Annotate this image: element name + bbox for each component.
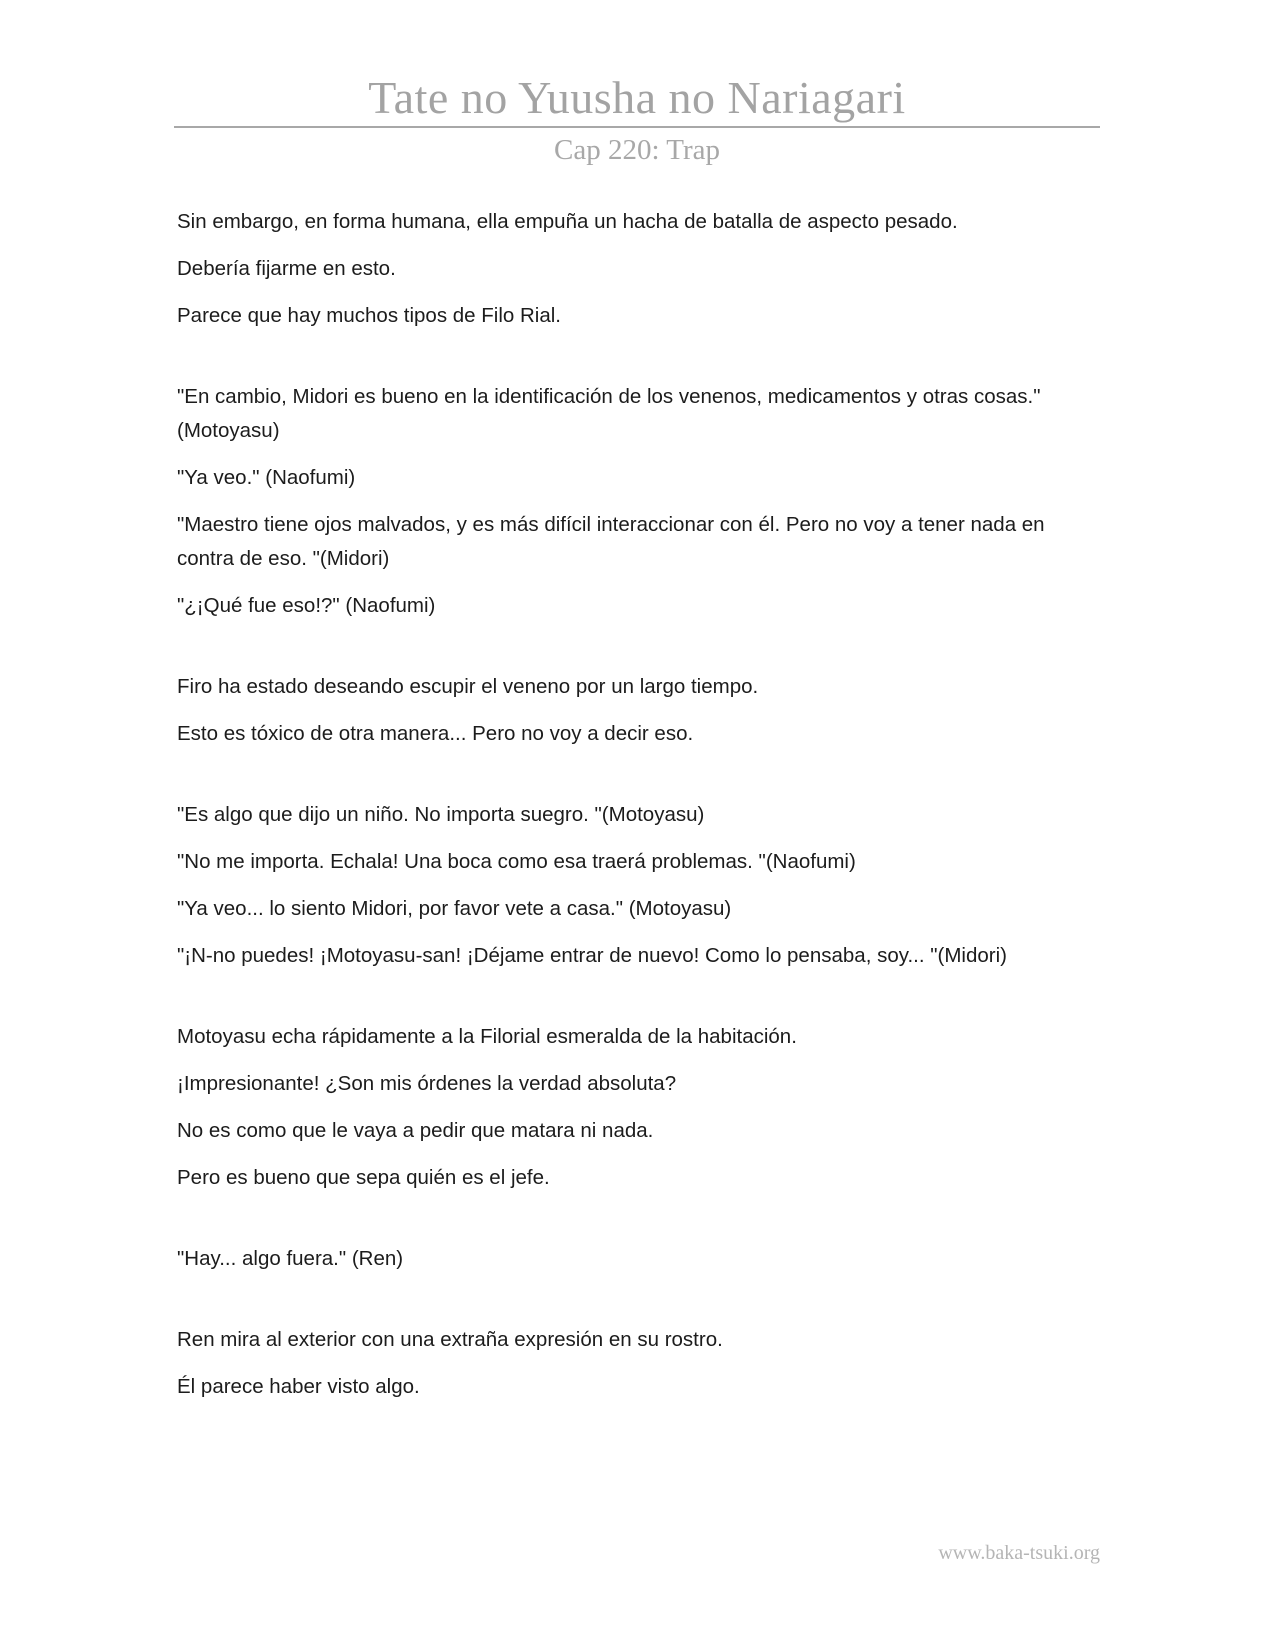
footer-site-link: www.baka-tsuki.org: [938, 1542, 1100, 1564]
section-gap: [177, 1208, 1097, 1242]
paragraph: Esto es tóxico de otra manera... Pero no voy a decir eso.: [177, 722, 694, 745]
section-gap: [177, 986, 1097, 1020]
paragraph: Él parece haber visto algo.: [177, 1375, 420, 1398]
dialogue-line: "¿¡Qué fue eso!?" (Naofumi): [177, 594, 436, 617]
paragraph: Firo ha estado deseando escupir el veneno por un largo tiempo.: [177, 675, 759, 698]
section-gap: [177, 1289, 1097, 1323]
dialogue-line: "Ya veo." (Naofumi): [177, 466, 356, 489]
dialogue-line: "Hay... algo fuera." (Ren): [177, 1247, 404, 1270]
section-gap: [177, 636, 1097, 670]
paragraph: No es como que le vaya a pedir que matara ni nada.: [177, 1119, 654, 1142]
chapter-body: [177, 205, 1097, 1417]
paragraph: Debería fijarme en esto.: [177, 257, 396, 280]
document-title: Tate no Yuusha no Nariagari: [368, 72, 906, 123]
dialogue-line: "En cambio, Midori es bueno en la identificación de los venenos, medicamentos y otras cosas." (Motoyasu): [177, 385, 1041, 442]
paragraph: Pero es bueno que sepa quién es el jefe.: [177, 1166, 550, 1189]
dialogue-line: "Es algo que dijo un niño. No importa suegro. "(Motoyasu): [177, 803, 705, 826]
dialogue-line: "Maestro tiene ojos malvados, y es más difícil interaccionar con él. Pero no voy a tener nada en contra de eso. "(Midori): [177, 513, 1045, 570]
paragraph: Ren mira al exterior con una extraña expresión en su rostro.: [177, 1328, 723, 1351]
paragraph: ¡Impresionante! ¿Son mis órdenes la verdad absoluta?: [177, 1072, 677, 1095]
paragraph: Parece que hay muchos tipos de Filo Rial.: [177, 304, 562, 327]
chapter-subtitle: Cap 220: Trap: [554, 134, 720, 166]
dialogue-line: "No me importa. Echala! Una boca como esa traerá problemas. "(Naofumi): [177, 850, 856, 873]
dialogue-line: "¡N-no puedes! ¡Motoyasu-san! ¡Déjame entrar de nuevo! Como lo pensaba, soy... "(Midori): [177, 944, 1007, 967]
section-gap: [177, 346, 1097, 380]
section-gap: [177, 764, 1097, 798]
paragraph: Sin embargo, en forma humana, ella empuña un hacha de batalla de aspecto pesado.: [177, 210, 958, 233]
paragraph: Motoyasu echa rápidamente a la Filorial esmeralda de la habitación.: [177, 1025, 797, 1048]
page-header: [174, 70, 1100, 172]
dialogue-line: "Ya veo... lo siento Midori, por favor vete a casa." (Motoyasu): [177, 897, 732, 920]
